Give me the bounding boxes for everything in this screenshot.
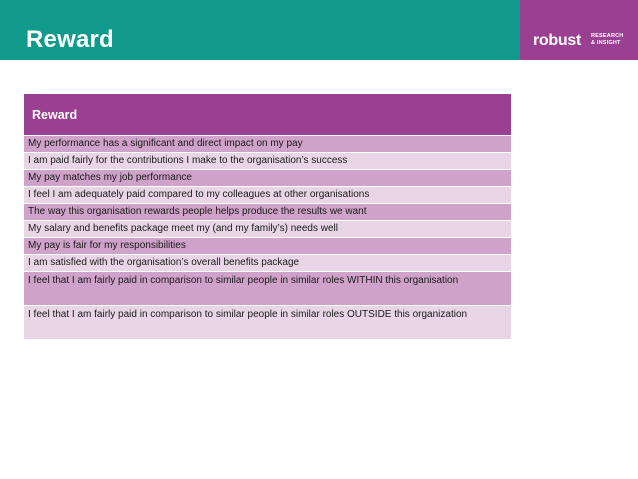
- table-row: I am paid fairly for the contributions I make to the organisation’s success: [24, 153, 511, 170]
- table-row: My performance has a significant and direct impact on my pay: [24, 136, 511, 153]
- logo-tagline-line-2: & INSIGHT: [591, 40, 621, 46]
- table-row: I am satisfied with the organisation’s overall benefits package: [24, 255, 511, 272]
- logo-wordmark: robust: [533, 32, 581, 49]
- table-heading: Reward: [24, 94, 511, 136]
- logo-tagline-line-1: RESEARCH: [591, 33, 624, 39]
- reward-table: [24, 94, 511, 340]
- table-row: The way this organisation rewards people helps produce the results we want: [24, 204, 511, 221]
- header-bar: [0, 0, 520, 60]
- table-row: My pay is fair for my responsibilities: [24, 238, 511, 255]
- table-row: I feel that I am fairly paid in comparison to similar people in similar roles WITHIN this organisation: [24, 272, 511, 306]
- table-row: I feel that I am fairly paid in comparison to similar people in similar roles OUTSIDE this organization: [24, 306, 511, 340]
- page-title: Reward: [26, 26, 114, 53]
- table-row: I feel I am adequately paid compared to my colleagues at other organisations: [24, 187, 511, 204]
- table-row: My salary and benefits package meet my (and my family’s) needs well: [24, 221, 511, 238]
- logo: [520, 0, 638, 60]
- table-row: My pay matches my job performance: [24, 170, 511, 187]
- logo-tagline: [591, 33, 623, 47]
